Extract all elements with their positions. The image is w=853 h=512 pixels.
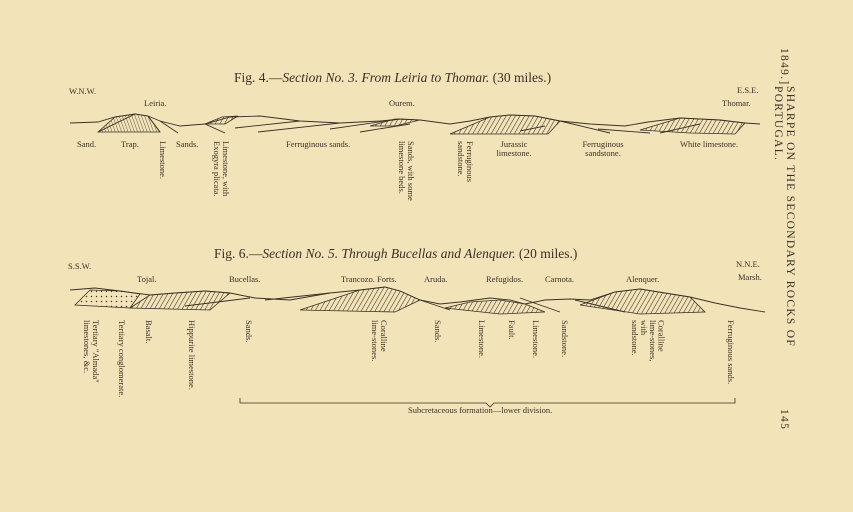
fig4-route: From Leiria to Thomar. xyxy=(361,70,490,85)
fig6-place-marsh: Marsh. xyxy=(738,272,762,282)
fig4-limestone-exogyra xyxy=(205,116,238,124)
fig6-distance: (20 miles.) xyxy=(518,246,578,261)
fig4-title xyxy=(234,71,551,85)
fig6-place-trancozo-forts: Trancozo. Forts. xyxy=(341,274,397,284)
fig6-vlabel-sands: Sands. xyxy=(243,320,254,343)
fig4-vlabel-limestone-exogyra: Limestone, with Exogyra plicata. xyxy=(211,141,231,197)
fig6-place-tojal: Tojal. xyxy=(137,274,157,284)
fig4-vlabel-ferruginous-sandstone: Ferruginous sandstone. xyxy=(455,141,475,183)
fig6-vlabel-fault: Fault. xyxy=(506,320,517,340)
fig4-vlabel-sands-limestone-beds: Sands, with some limestone beds. xyxy=(396,141,416,201)
fig6-place-carnota: Carnota. xyxy=(545,274,575,284)
fig6-vlabel-ferruginous-sands: Ferruginous sands. xyxy=(725,320,736,385)
fig4-place-thomar: Thomar. xyxy=(722,98,751,108)
fig4-distance: (30 miles.) xyxy=(492,70,552,85)
fig4-title-dash: — xyxy=(268,70,283,85)
fig4-white-limestone xyxy=(640,118,745,134)
fig6-title-dash: — xyxy=(248,246,263,261)
fig6-place-bucellas: Bucellas. xyxy=(229,274,261,284)
fig6-vlabel-limestone-carnota: Limestone. xyxy=(530,320,541,359)
fig6-section-name: Section No. 5. xyxy=(262,246,339,261)
fig4-place-leiria: Leiria. xyxy=(144,98,167,108)
fig6-vlabel-coralline-limestones: Coralline lime-stones. xyxy=(369,320,389,362)
fig6-place-alenquer: Alenquer. xyxy=(626,274,660,284)
fig6-route: Through Bucellas and Alenquer. xyxy=(341,246,516,261)
fig6-left-direction: S.S.W. xyxy=(68,261,92,271)
fig6-coralline-limestones-alenquer xyxy=(580,289,705,314)
fig6-title xyxy=(214,247,577,261)
fig6-hippurite-limestone xyxy=(130,291,230,310)
fig6-vlabel-basalt: Basalt. xyxy=(143,320,154,344)
fig4-label-sands: Sands. xyxy=(176,139,199,149)
fig6-vlabel-hippurite-limestone: Hippurite limestone. xyxy=(186,320,197,390)
fig6-right-direction: N.N.E. xyxy=(736,259,760,269)
fig6-place-aruda: Aruda. xyxy=(424,274,448,284)
fig4-place-ourem: Ourem. xyxy=(389,98,415,108)
fig4-right-direction: E.S.E. xyxy=(737,85,759,95)
fig6-vlabel-coralline-limestones-sandstone: Coralline lime-stones, with sandstone. xyxy=(629,320,667,362)
fig4-label-sand: Sand. xyxy=(77,139,97,149)
fig4-label-ferruginous-sandstone: Ferruginous sandstone. xyxy=(582,139,624,158)
fig6-number: Fig. 6. xyxy=(214,246,249,261)
fig6-vlabel-tertiary-conglomerate: Tertiary conglomerate. xyxy=(116,320,127,398)
fig6-place-refugidos: Refugidos. xyxy=(486,274,524,284)
running-head-title: SHARPE ON THE SECONDARY ROCKS OF PORTUGAL. xyxy=(772,85,796,347)
fig4-label-jurassic-limestone: Jurassic limestone. xyxy=(496,139,532,158)
fig6-tertiary-almada xyxy=(75,290,140,308)
fig4-vlabel-limestone: Limestone. xyxy=(157,141,168,180)
fig4-number: Fig. 4. xyxy=(234,70,269,85)
fig6-vlabel-tertiary-almada: Tertiary "Almada" limestones, &c. xyxy=(81,320,101,383)
fig4-jurassic-limestone xyxy=(450,115,560,134)
fig4-label-trap: Trap. xyxy=(121,139,139,149)
fig6-vlabel-sands-aruda: Sands. xyxy=(432,320,443,343)
fig6-vlabel-limestone-refugidos: Limestone. xyxy=(476,320,487,359)
fig4-label-ferruginous-sands: Ferruginous sands. xyxy=(286,139,351,149)
running-head-year: 1849.] xyxy=(778,48,790,86)
fig6-vlabel-sandstone: Sandstone. xyxy=(559,320,570,358)
fig6-brace-label: Subcretaceous formation—lower division. xyxy=(408,405,553,415)
running-head-page-number: 145 xyxy=(778,408,790,430)
fig4-label-white-limestone: White limestone. xyxy=(680,139,739,149)
fig4-left-direction: W.N.W. xyxy=(69,86,96,96)
fig6-coralline-limestones-trancozo xyxy=(300,287,420,312)
fig4-section-name: Section No. 3. xyxy=(282,70,359,85)
